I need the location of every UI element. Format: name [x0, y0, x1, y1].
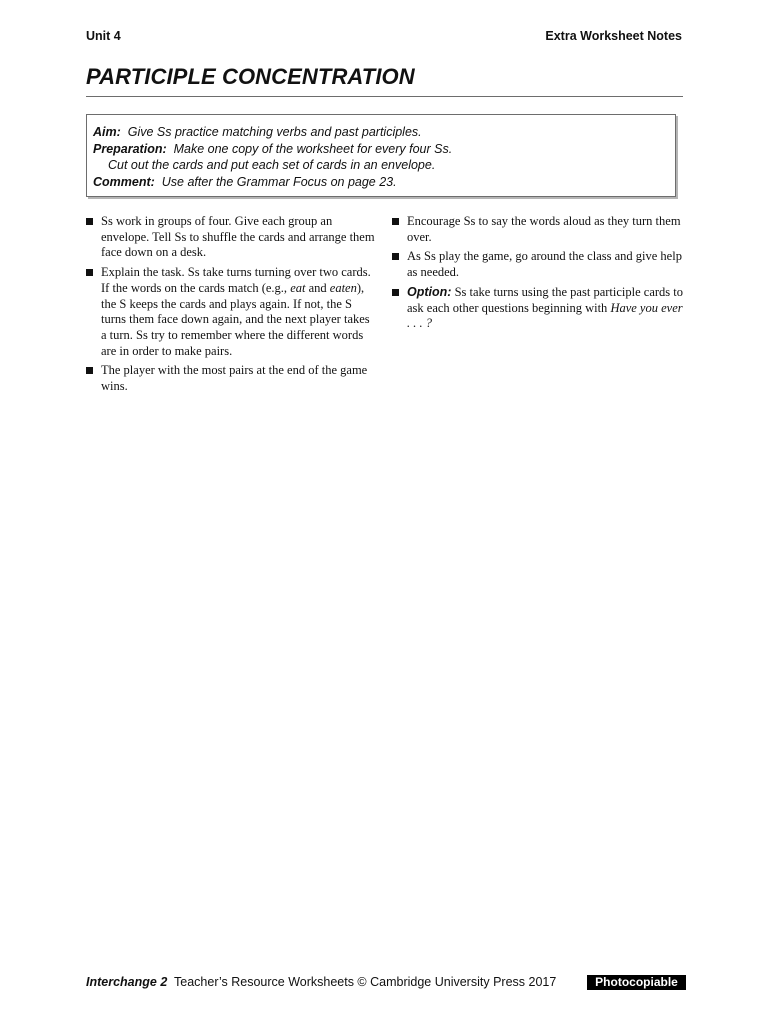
preparation-line-2: Cut out the cards and put each set of cards in an envelope. [108, 158, 436, 172]
page-title: PARTICIPLE CONCENTRATION [86, 64, 415, 89]
item-text: ), the S keeps the cards and plays again. If not, the S turns them face down again, and the next player takes a turn. Ss try to remember where the different words are in order to make pairs. [101, 280, 370, 358]
example-participle: eaten [329, 280, 357, 295]
item-text: As Ss play the game, go around the class and give help as needed. [407, 249, 682, 280]
comment-line [93, 174, 675, 191]
item-text: Encourage Ss to say the words aloud as they turn them over. [407, 214, 681, 244]
item-text: Ss take turns using the past participle cards to ask each other questions beginning with [407, 284, 683, 315]
unit-label: Unit 4 [86, 29, 121, 43]
list-item [392, 214, 684, 245]
aim-box [86, 114, 676, 197]
square-bullet-icon [392, 253, 399, 260]
list-item [392, 285, 684, 332]
footer-brand: Interchange 2 [86, 975, 168, 989]
question-prompt: Have you ever . . . ? [407, 300, 683, 331]
list-item [86, 363, 378, 394]
list-item [86, 214, 378, 261]
aim-label: Aim: [93, 125, 121, 139]
comment-text: Use after the Grammar Focus on page 23. [161, 174, 397, 189]
square-bullet-icon [392, 289, 399, 296]
item-text: and [305, 280, 330, 295]
preparation-label: Preparation: [93, 141, 167, 156]
square-bullet-icon [86, 269, 93, 276]
aim-line [93, 124, 675, 141]
option-label: Option: [407, 284, 452, 299]
left-column [86, 214, 378, 399]
item-text: Explain the task. Ss take turns turning over two cards. If the words on the cards match (e.g., [101, 265, 371, 295]
item-text: The player with the most pairs at the end of the game wins. [101, 363, 368, 394]
right-column [392, 214, 684, 336]
notes-label: Extra Worksheet Notes [545, 29, 682, 43]
photocopiable-badge: Photocopiable [587, 975, 686, 990]
footer-text: Teacher’s Resource Worksheets © Cambridge University Press 2017 [174, 975, 557, 989]
square-bullet-icon [86, 218, 93, 225]
example-verb: eat [290, 280, 306, 295]
item-text: Ss work in groups of four. Give each group an envelope. Tell Ss to shuffle the cards and arrange them face down on a desk. [101, 214, 375, 260]
footer-credit [86, 975, 556, 989]
title-divider [86, 96, 683, 97]
square-bullet-icon [392, 218, 399, 225]
list-item [86, 265, 378, 359]
preparation-line [93, 141, 675, 158]
comment-label: Comment: [93, 174, 155, 189]
list-item [392, 249, 684, 280]
preparation-text: Make one copy of the worksheet for every four Ss. [173, 141, 453, 156]
aim-text: Give Ss practice matching verbs and past participles. [127, 125, 422, 139]
square-bullet-icon [86, 367, 93, 374]
